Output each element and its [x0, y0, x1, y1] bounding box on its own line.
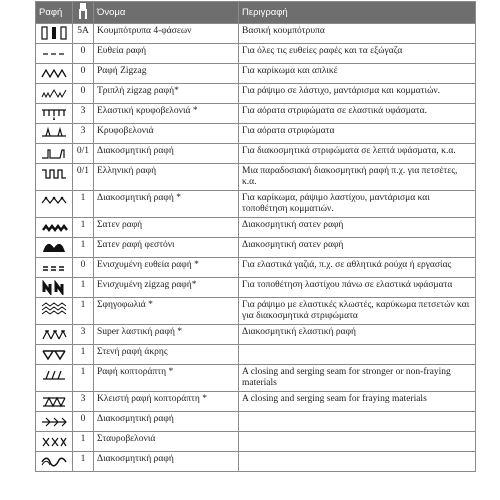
- decorative-hem-icon: [40, 146, 68, 161]
- stitch-symbol-cell: [36, 258, 73, 278]
- stitch-symbol-cell: [36, 278, 73, 298]
- shell-tuck-icon: [40, 347, 68, 362]
- stitch-name-cell: Ενισχυμένη zigzag ραφή*: [94, 278, 239, 298]
- table-row: [36, 238, 476, 258]
- table-row: [36, 144, 476, 164]
- stitch-name-cell: Σφηγοφωλιά *: [94, 298, 239, 325]
- satin-stitch-icon: [40, 220, 68, 235]
- presser-foot-cell: 5A: [73, 24, 94, 44]
- stitch-name-cell: Σταυροβελονιά: [94, 432, 239, 452]
- presser-foot-cell: 0/1: [73, 144, 94, 164]
- triple-zigzag-stitch-icon: [40, 86, 68, 101]
- presser-foot-cell: 1: [73, 432, 94, 452]
- presser-foot-cell: 1: [73, 218, 94, 238]
- reinforced-zigzag-icon: [40, 280, 68, 295]
- stitch-name-cell: Διακοσμητική ραφή: [94, 412, 239, 432]
- stitch-name-cell: Διακοσμητική ραφή: [94, 144, 239, 164]
- stitch-symbol-cell: [36, 325, 73, 345]
- decorative-elastic-icon: [40, 193, 68, 208]
- stitch-symbol-cell: [36, 412, 73, 432]
- table-row: [36, 24, 476, 44]
- reinforced-straight-icon: [40, 260, 68, 275]
- stitch-name-cell: Σατεν ραφή: [94, 218, 239, 238]
- stitch-name-cell: Τριπλή zigzag ραφή*: [94, 84, 239, 104]
- stitch-name-cell: Super λαστική ραφή *: [94, 325, 239, 345]
- table-row: [36, 298, 476, 325]
- stitch-description-cell: Διακοσμητική σατεν ραφή: [239, 238, 476, 258]
- stitch-description-cell: Για καρίκωμα και απλικέ: [239, 64, 476, 84]
- stitch-name-cell: Σατεν ραφή φεστόνι: [94, 238, 239, 258]
- stitch-symbol-cell: [36, 298, 73, 325]
- stitch-description-cell: Για καρίκωμα, ράψιμο λαστίχου, μαντάρισμα και τοποθέτηση κομματιών.: [239, 191, 476, 218]
- elastic-blind-hem-icon: [40, 106, 68, 121]
- table-row: [36, 432, 476, 452]
- stitch-symbol-cell: [36, 432, 73, 452]
- presser-foot-cell: 0: [73, 64, 94, 84]
- table-row: [36, 412, 476, 432]
- header-description: Περιγραφή: [239, 2, 476, 24]
- stitch-description-cell: Βασική κουμπότρυπα: [239, 24, 476, 44]
- stitch-description-cell: Για ράψιμο σε λάστιχο, μαντάρισμα και κομματιών.: [239, 84, 476, 104]
- table-row: [36, 44, 476, 64]
- table-row: [36, 258, 476, 278]
- table-row: [36, 345, 476, 365]
- presser-foot-cell: 1: [73, 278, 94, 298]
- stitch-description-cell: Για ελαστικά γαζιά, π.χ. σε αθλητικά ρούχα ή εργασίας: [239, 258, 476, 278]
- stitch-name-cell: Ευθεία ραφή: [94, 44, 239, 64]
- table-row: [36, 278, 476, 298]
- stitch-description-cell: [239, 412, 476, 432]
- stitch-description-cell: A closing and serging seam for stronger or non-fraying materials: [239, 365, 476, 392]
- stitch-name-cell: Διακοσμητική ραφή *: [94, 191, 239, 218]
- super-stretch-icon: [40, 327, 68, 342]
- stitch-symbol-cell: [36, 164, 73, 191]
- table-row: [36, 218, 476, 238]
- stitch-symbol-cell: [36, 345, 73, 365]
- presser-foot-cell: 3: [73, 104, 94, 124]
- stitch-description-cell: Για όλες τις ευθείες ραφές και τα εξώγαζα: [239, 44, 476, 64]
- header-foot: [73, 2, 94, 24]
- presser-foot-cell: 0: [73, 258, 94, 278]
- table-row: [36, 452, 476, 472]
- stitch-description-cell: Για τοποθέτηση λαστίχου πάνω σε ελαστικά υφάσματα: [239, 278, 476, 298]
- overlock-stitch-icon: [40, 367, 68, 382]
- stitch-description-cell: A closing and serging seam for fraying materials: [239, 392, 476, 412]
- stitch-table-wrapper: [35, 1, 475, 472]
- stitch-name-cell: Κουμπότρυπα 4-φάσεων: [94, 24, 239, 44]
- stitch-description-cell: Διακοσμητική σατεν ραφή: [239, 218, 476, 238]
- table-row: [36, 124, 476, 144]
- presser-foot-cell: 1: [73, 238, 94, 258]
- stitch-description-cell: Για αόρατα στριφώματα σε ελαστικά υφάσματα.: [239, 104, 476, 124]
- table-row: [36, 392, 476, 412]
- straight-stitch-icon: [40, 46, 68, 61]
- presser-foot-cell: 1: [73, 365, 94, 392]
- stitch-name-cell: Ελαστική κρυφοβελονιά *: [94, 104, 239, 124]
- stitch-name-cell: Ενισχυμένη ευθεία ραφή *: [94, 258, 239, 278]
- presser-foot-cell: 1: [73, 452, 94, 472]
- honeycomb-stitch-icon: [40, 300, 68, 315]
- stitch-description-cell: Για διακοσμητικά στριφώματα σε λεπτά υφάσματα, κ.α.: [239, 144, 476, 164]
- presser-foot-cell: 0/1: [73, 164, 94, 191]
- blind-hem-icon: [40, 126, 68, 141]
- header-stitch: Ραφή: [36, 2, 73, 24]
- zigzag-stitch-icon: [40, 66, 68, 81]
- stitch-symbol-cell: [36, 124, 73, 144]
- presser-foot-cell: 1: [73, 345, 94, 365]
- feather-stitch-icon: [40, 414, 68, 429]
- presser-foot-cell: 3: [73, 124, 94, 144]
- stitch-name-cell: Κρυφοβελονιά: [94, 124, 239, 144]
- closed-overlock-icon: [40, 394, 68, 409]
- presser-foot-icon: [77, 3, 89, 19]
- stitch-symbol-cell: [36, 84, 73, 104]
- presser-foot-cell: 3: [73, 325, 94, 345]
- stitch-symbol-cell: [36, 392, 73, 412]
- table-row: [36, 365, 476, 392]
- stitch-table: [35, 1, 476, 472]
- stitch-description-cell: [239, 432, 476, 452]
- stitch-name-cell: Ραφή Zigzag: [94, 64, 239, 84]
- table-header-row: [36, 2, 476, 24]
- table-row: [36, 325, 476, 345]
- table-row: [36, 164, 476, 191]
- presser-foot-cell: 0: [73, 44, 94, 64]
- stitch-symbol-cell: [36, 44, 73, 64]
- presser-foot-cell: 1: [73, 191, 94, 218]
- table-row: [36, 84, 476, 104]
- stitch-description-cell: Μια παραδοσιακή διακοσμητική ραφή π.χ. για πετσέτες, κ.α.: [239, 164, 476, 191]
- presser-foot-cell: 3: [73, 392, 94, 412]
- stitch-symbol-cell: [36, 64, 73, 84]
- stitch-symbol-cell: [36, 218, 73, 238]
- buttonhole-stitch-icon: [40, 26, 68, 41]
- stitch-name-cell: Διακοσμητική ραφή: [94, 452, 239, 472]
- satin-scallop-icon: [40, 240, 68, 255]
- presser-foot-cell: 1: [73, 298, 94, 325]
- stitch-description-cell: Για ράψιμο με ελαστικές κλωστές, καρύκωμα πετσετών και για διακοσμητικά στριφώματα: [239, 298, 476, 325]
- table-row: [36, 191, 476, 218]
- table-row: [36, 104, 476, 124]
- presser-foot-cell: 0: [73, 412, 94, 432]
- stitch-symbol-cell: [36, 238, 73, 258]
- stitch-name-cell: Ραφή κοπτοράπτη *: [94, 365, 239, 392]
- header-name: Όνομα: [94, 2, 239, 24]
- stitch-description-cell: Για αόρατα στριφώματα: [239, 124, 476, 144]
- presser-foot-cell: 0: [73, 84, 94, 104]
- stitch-description-cell: Διακοσμητική ελαστική ραφή: [239, 325, 476, 345]
- stitch-symbol-cell: [36, 365, 73, 392]
- stitch-symbol-cell: [36, 452, 73, 472]
- stitch-symbol-cell: [36, 144, 73, 164]
- stitch-description-cell: [239, 452, 476, 472]
- stitch-name-cell: Κλειστή ραφή κοπτοράπτη *: [94, 392, 239, 412]
- stitch-description-cell: [239, 345, 476, 365]
- stitch-symbol-cell: [36, 104, 73, 124]
- cross-stitch-icon: [40, 434, 68, 449]
- greek-stitch-icon: [40, 166, 68, 181]
- decorative-wave-icon: [40, 454, 68, 469]
- table-row: [36, 64, 476, 84]
- stitch-name-cell: Στενή ραφή άκρης: [94, 345, 239, 365]
- stitch-symbol-cell: [36, 191, 73, 218]
- stitch-name-cell: Ελληνική ραφή: [94, 164, 239, 191]
- stitch-symbol-cell: [36, 24, 73, 44]
